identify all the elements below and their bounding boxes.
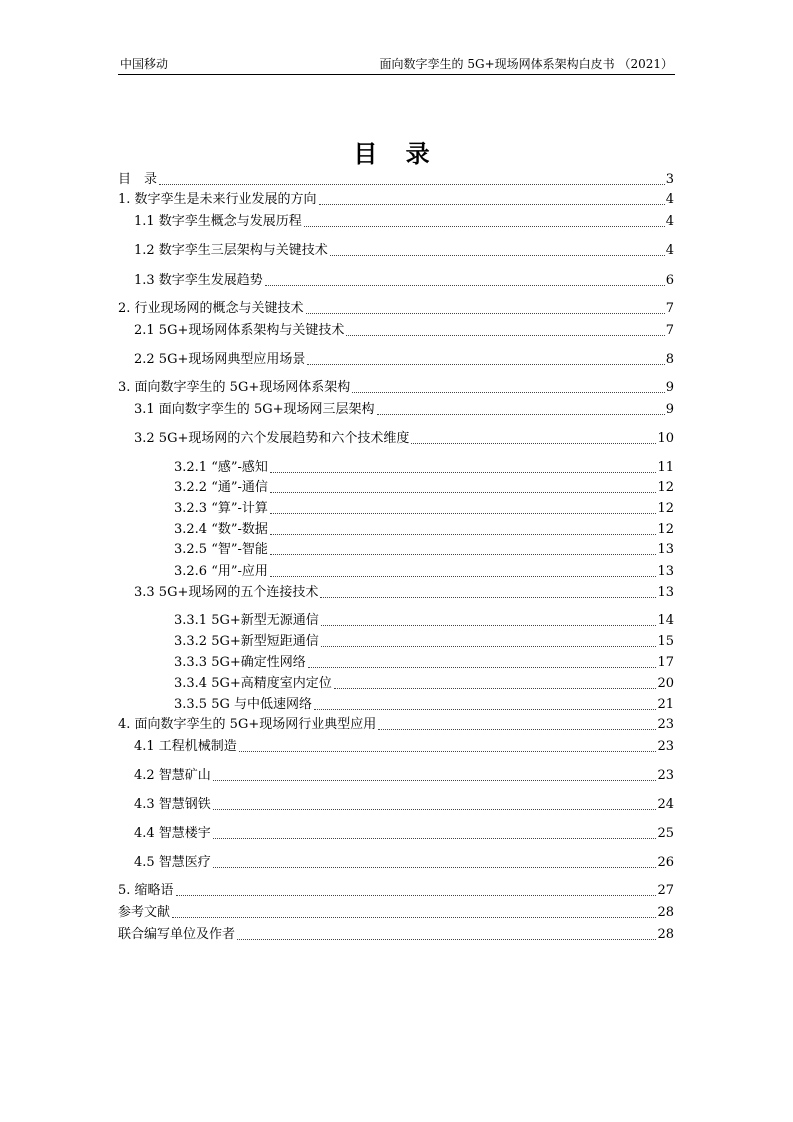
toc-leader xyxy=(213,838,657,839)
toc-entry[interactable] xyxy=(118,400,674,418)
toc-entry-page: 26 xyxy=(657,855,674,870)
toc-entry-page: 17 xyxy=(657,655,674,670)
toc-entry-page: 4 xyxy=(665,192,674,207)
toc-leader xyxy=(213,809,657,810)
toc-entry-page: 28 xyxy=(657,927,674,942)
toc-entry[interactable] xyxy=(118,378,674,396)
toc-entry-page: 8 xyxy=(665,352,674,367)
toc-entry-page: 20 xyxy=(657,676,674,691)
toc-entry-label: 4.4 智慧楼宇 xyxy=(134,826,211,841)
toc-entry-page: 23 xyxy=(657,717,674,732)
toc-entry-page: 25 xyxy=(657,826,674,841)
toc-leader xyxy=(346,335,664,336)
toc-entry[interactable] xyxy=(118,903,674,921)
toc-entry-label: 4.3 智慧钢铁 xyxy=(134,797,211,812)
toc-entry-label: 联合编写单位及作者 xyxy=(118,927,236,942)
toc-leader xyxy=(270,513,657,514)
toc-entry[interactable] xyxy=(118,350,674,368)
toc-entry-page: 24 xyxy=(657,797,674,812)
toc-title: 目 录 xyxy=(353,140,440,168)
toc-entry[interactable] xyxy=(118,271,674,289)
toc-entry[interactable] xyxy=(118,458,674,476)
toc-entry[interactable] xyxy=(118,632,674,650)
toc-entry-page: 13 xyxy=(657,585,674,600)
toc-entry-label: 2.2 5G+现场网典型应用场景 xyxy=(134,352,306,367)
toc-leader xyxy=(314,709,656,710)
toc-entry[interactable] xyxy=(118,583,674,601)
toc-leader xyxy=(172,917,656,918)
toc-entry-page: 11 xyxy=(657,460,674,475)
toc-entry[interactable] xyxy=(118,499,674,517)
toc-entry-page: 28 xyxy=(657,905,674,920)
toc-entry[interactable] xyxy=(118,321,674,339)
toc-entry-label: 5. 缩略语 xyxy=(118,883,174,898)
toc-entry-page: 9 xyxy=(665,380,674,395)
toc-entry[interactable] xyxy=(118,520,674,538)
toc-entry-label: 3.3.2 5G+新型短距通信 xyxy=(174,634,319,649)
toc-leader xyxy=(237,939,656,940)
toc-entry[interactable] xyxy=(118,212,674,230)
toc-entry-page: 7 xyxy=(665,323,674,338)
toc-entry[interactable] xyxy=(118,540,674,558)
toc-entry[interactable] xyxy=(118,170,674,188)
toc-entry-page: 9 xyxy=(665,402,674,417)
toc-entry-label: 3.2.2 “通”-通信 xyxy=(174,480,268,495)
toc-leader xyxy=(320,597,656,598)
toc-entry-label: 3.1 面向数字孪生的 5G+现场网三层架构 xyxy=(134,402,375,417)
toc-entry-label: 4.1 工程机械制造 xyxy=(134,739,237,754)
toc-leader xyxy=(321,625,657,626)
toc-leader xyxy=(411,443,656,444)
toc-entry[interactable] xyxy=(118,695,674,713)
toc-entry[interactable] xyxy=(118,925,674,943)
toc-entry-page: 10 xyxy=(657,431,674,446)
toc-leader xyxy=(304,226,665,227)
toc-leader xyxy=(213,780,657,781)
toc-entry-label: 3.2 5G+现场网的六个发展趋势和六个技术维度 xyxy=(134,431,410,446)
toc-leader xyxy=(330,255,665,256)
toc-entry-label: 3.3.3 5G+确定性网络 xyxy=(174,655,306,670)
toc-entry-label: 4. 面向数字孪生的 5G+现场网行业典型应用 xyxy=(118,717,377,732)
toc-leader xyxy=(176,895,657,896)
toc-entry-page: 3 xyxy=(665,172,674,187)
toc-entry-page: 12 xyxy=(657,480,674,495)
toc-entry[interactable] xyxy=(118,299,674,317)
toc-entry[interactable] xyxy=(118,674,674,692)
toc-entry-label: 3.2.3 “算”-计算 xyxy=(174,501,268,516)
toc-entry-label: 1. 数字孪生是未来行业发展的方向 xyxy=(118,192,317,207)
toc-entry-label: 3.2.5 “智”-智能 xyxy=(174,542,268,557)
toc-leader xyxy=(321,646,657,647)
toc-leader xyxy=(270,576,657,577)
toc-leader xyxy=(270,472,657,473)
toc-entry[interactable] xyxy=(118,795,674,813)
toc-entry-label: 3.2.4 “数”-数据 xyxy=(174,522,268,537)
toc-entry-page: 21 xyxy=(657,697,674,712)
toc-leader xyxy=(270,554,657,555)
toc-entry-label: 目 录 xyxy=(118,172,158,187)
toc-entry[interactable] xyxy=(118,766,674,784)
toc-entry-page: 4 xyxy=(665,243,674,258)
toc-entry-page: 6 xyxy=(665,273,674,288)
toc-entry[interactable] xyxy=(118,611,674,629)
toc-entry-label: 4.5 智慧医疗 xyxy=(134,855,211,870)
toc-entry-label: 1.1 数字孪生概念与发展历程 xyxy=(134,214,302,229)
toc-leader xyxy=(377,414,665,415)
toc-entry[interactable] xyxy=(118,190,674,208)
toc-entry[interactable] xyxy=(118,478,674,496)
toc-leader xyxy=(378,729,656,730)
toc-entry[interactable] xyxy=(118,562,674,580)
toc-leader xyxy=(265,285,665,286)
toc-entry-label: 参考文献 xyxy=(118,905,171,920)
toc-entry[interactable] xyxy=(118,715,674,733)
toc-leader xyxy=(319,204,665,205)
toc-entry-page: 14 xyxy=(657,613,674,628)
toc-entry-page: 23 xyxy=(657,739,674,754)
toc-entry[interactable] xyxy=(118,653,674,671)
toc-entry-label: 3.3.4 5G+高精度室内定位 xyxy=(174,676,332,691)
toc-leader xyxy=(213,867,657,868)
toc-entry-page: 12 xyxy=(657,522,674,537)
toc-entry-label: 3. 面向数字孪生的 5G+现场网体系架构 xyxy=(118,380,351,395)
toc-entry[interactable] xyxy=(118,853,674,871)
toc-entry[interactable] xyxy=(118,429,674,447)
toc-entry-page: 7 xyxy=(665,301,674,316)
page-header xyxy=(118,57,675,75)
toc-entry-label: 3.2.1 “感”-感知 xyxy=(174,460,268,475)
toc-entry[interactable] xyxy=(118,241,674,259)
toc-leader xyxy=(270,534,657,535)
toc-entry-label: 3.3.5 5G 与中低速网络 xyxy=(174,697,312,712)
toc-entry-page: 13 xyxy=(657,564,674,579)
toc-leader xyxy=(239,751,657,752)
toc-leader xyxy=(306,313,665,314)
toc-entry-label: 2.1 5G+现场网体系架构与关键技术 xyxy=(134,323,345,338)
header-org: 中国移动 xyxy=(120,57,169,71)
toc-entry-label: 1.2 数字孪生三层架构与关键技术 xyxy=(134,243,328,258)
toc-entry-label: 3.3 5G+现场网的五个连接技术 xyxy=(134,585,319,600)
toc-entry[interactable] xyxy=(118,881,674,899)
toc-entry-page: 23 xyxy=(657,768,674,783)
header-doc-title: 面向数字孪生的 5G+现场网体系架构白皮书 （2021） xyxy=(379,57,673,71)
toc-leader xyxy=(159,184,665,185)
toc-entry-label: 2. 行业现场网的概念与关键技术 xyxy=(118,301,304,316)
toc-leader xyxy=(270,492,657,493)
toc-leader xyxy=(307,364,664,365)
toc-entry-label: 3.2.6 “用”-应用 xyxy=(174,564,268,579)
toc-leader xyxy=(308,667,657,668)
toc-entry[interactable] xyxy=(118,824,674,842)
toc-entry-page: 13 xyxy=(657,542,674,557)
toc-entry-label: 1.3 数字孪生发展趋势 xyxy=(134,273,263,288)
toc-entry-page: 4 xyxy=(665,214,674,229)
toc-entry-page: 15 xyxy=(657,634,674,649)
toc-entry-label: 3.3.1 5G+新型无源通信 xyxy=(174,613,319,628)
toc-entry-label: 4.2 智慧矿山 xyxy=(134,768,211,783)
toc-entry-page: 12 xyxy=(657,501,674,516)
header-divider xyxy=(118,74,675,75)
toc-leader xyxy=(334,688,657,689)
toc-entry[interactable] xyxy=(118,737,674,755)
toc-entry-page: 27 xyxy=(657,883,674,898)
toc-leader xyxy=(352,392,665,393)
